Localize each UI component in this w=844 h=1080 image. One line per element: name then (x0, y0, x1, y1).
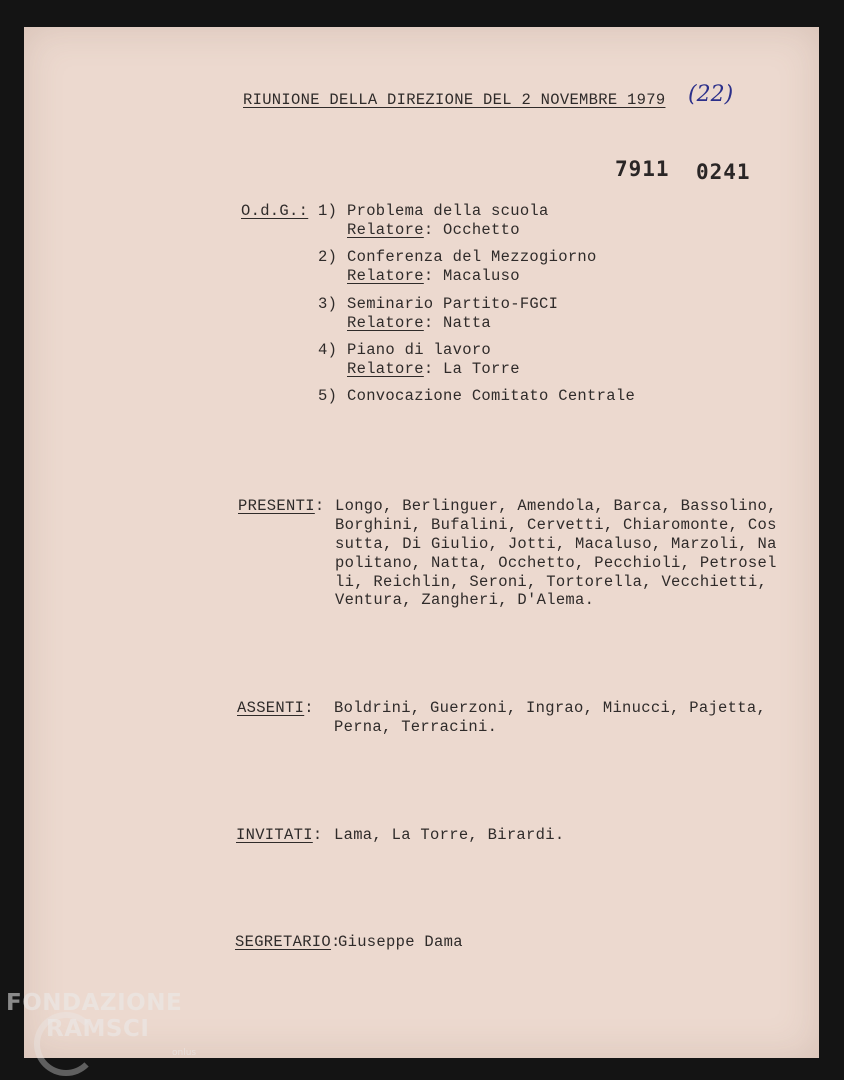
presenti-label: PRESENTI: (238, 497, 325, 515)
presenti-line: sutta, Di Giulio, Jotti, Macaluso, Marzoli, Na (335, 535, 777, 553)
segretario-label-text: SEGRETARIO (235, 933, 332, 951)
segretario-label: SEGRETARIO: (235, 933, 341, 951)
odg-item-number: 5) (318, 387, 338, 405)
presenti-line: li, Reichlin, Seroni, Tortorella, Vecchietti, (335, 573, 768, 591)
odg-item-relatore: Relatore: La Torre (347, 360, 520, 378)
assenti-line: Boldrini, Guerzoni, Ingrao, Minucci, Pajetta, (334, 699, 767, 717)
relatore-name: Natta (443, 314, 492, 332)
odg-item-relatore: Relatore: Occhetto (347, 221, 520, 239)
relatore-label: Relatore (347, 221, 424, 239)
presenti-line: Ventura, Zangheri, D'Alema. (335, 591, 595, 609)
odg-label-text: O.d.G.: (241, 202, 309, 220)
odg-item-title: Seminario Partito-FGCI (347, 295, 559, 313)
odg-item-number: 1) (318, 202, 338, 220)
presenti-line: Longo, Berlinguer, Amendola, Barca, Bassolino, (335, 497, 777, 515)
relatore-name: La Torre (443, 360, 520, 378)
odg-item-title: Piano di lavoro (347, 341, 492, 359)
odg-item-relatore: Relatore: Macaluso (347, 267, 520, 285)
odg-item-number: 3) (318, 295, 338, 313)
handwritten-page-number: (22) (688, 82, 734, 107)
assenti-label: ASSENTI: (237, 699, 314, 717)
odg-item-relatore: Relatore: Natta (347, 314, 492, 332)
assenti-label-text: ASSENTI (237, 699, 305, 717)
odg-item-number: 2) (318, 248, 338, 266)
odg-item-title: Conferenza del Mezzogiorno (347, 248, 597, 266)
segretario-text: Giuseppe Dama (338, 933, 463, 951)
document-title: RIUNIONE DELLA DIREZIONE DEL 2 NOVEMBRE 1979 (243, 91, 666, 109)
relatore-name: Occhetto (443, 221, 520, 239)
document-page (24, 27, 819, 1058)
archive-number-left: 7911 (615, 157, 670, 181)
relatore-label: Relatore (347, 267, 424, 285)
presenti-line: politano, Natta, Occhetto, Pecchioli, Petrosel (335, 554, 777, 572)
odg-item-number: 4) (318, 341, 338, 359)
archive-number-right: 0241 (696, 160, 751, 184)
odg-label (241, 202, 308, 220)
odg-item-title: Problema della scuola (347, 202, 549, 220)
relatore-label: Relatore (347, 314, 424, 332)
watermark-line3: onlus (172, 1048, 197, 1058)
presenti-label-text: PRESENTI (238, 497, 315, 515)
watermark-line2: RAMSCI (46, 1016, 150, 1042)
presenti-line: Borghini, Bufalini, Cervetti, Chiaromonte, Cos (335, 516, 777, 534)
odg-item-title: Convocazione Comitato Centrale (347, 387, 636, 405)
invitati-label-text: INVITATI (236, 826, 313, 844)
watermark-line1: FONDAZIONE (6, 990, 183, 1016)
invitati-text: Lama, La Torre, Birardi. (334, 826, 565, 844)
fondazione-gramsci-watermark (6, 990, 197, 1058)
relatore-label: Relatore (347, 360, 424, 378)
relatore-name: Macaluso (443, 267, 520, 285)
assenti-line: Perna, Terracini. (334, 718, 498, 736)
invitati-label: INVITATI: (236, 826, 323, 844)
